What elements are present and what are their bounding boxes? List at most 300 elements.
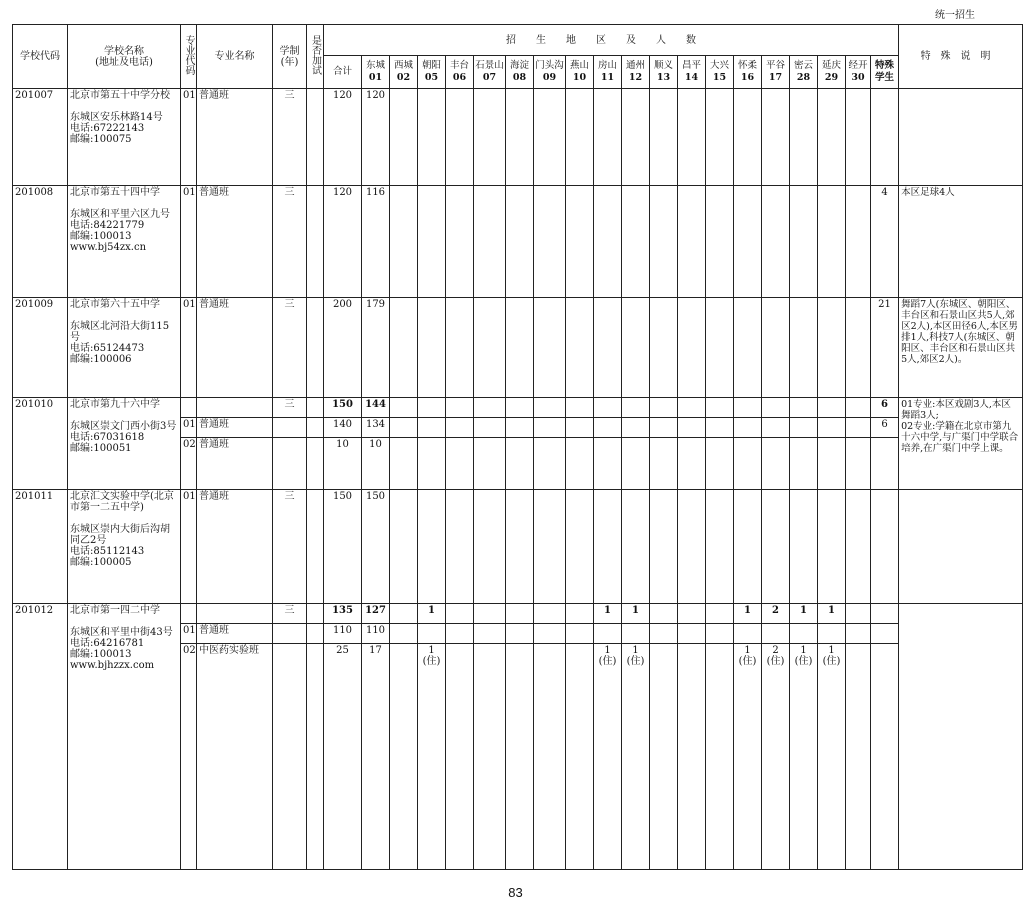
region-count [594, 186, 622, 298]
region-name: 密云 [793, 60, 813, 71]
region-count [762, 398, 790, 418]
region-count [650, 186, 678, 298]
region-count [506, 398, 534, 418]
region-count: 1 [790, 604, 818, 624]
special-note [899, 89, 1023, 186]
region-name: 平谷 [765, 60, 785, 71]
header-total: 合计 [324, 56, 362, 89]
region-count [566, 186, 594, 298]
major-code: 01 [181, 624, 197, 644]
major-code: 01 [181, 298, 197, 398]
region-count [622, 298, 650, 398]
region-count [846, 604, 871, 624]
region-count [474, 418, 506, 438]
region-code: 12 [628, 72, 643, 83]
region-count [706, 398, 734, 418]
header-region [418, 56, 446, 89]
major-name: 普通班 [197, 438, 273, 490]
header-region [474, 56, 506, 89]
region-count [734, 490, 762, 604]
region-count: 134 [362, 418, 390, 438]
duration [273, 418, 307, 438]
exam-cell [307, 186, 324, 298]
region-count [534, 644, 566, 870]
region-count [390, 298, 418, 398]
region-count: 17 [362, 644, 390, 870]
region-count [706, 604, 734, 624]
region-count [622, 398, 650, 418]
region-count [706, 186, 734, 298]
region-count [678, 186, 706, 298]
region-count [506, 604, 534, 624]
major-code [181, 398, 197, 418]
duration: 三 [273, 604, 307, 624]
table-row [13, 186, 1023, 298]
region-count [446, 624, 474, 644]
region-code: 15 [712, 72, 727, 83]
region-count [390, 490, 418, 604]
region-count [846, 418, 871, 438]
region-count [506, 644, 534, 870]
region-count [678, 604, 706, 624]
region-count [390, 624, 418, 644]
region-count [418, 438, 446, 490]
header-region [871, 56, 899, 89]
region-count: 1 [594, 604, 622, 624]
total-count: 140 [324, 418, 362, 438]
region-count [846, 624, 871, 644]
region-code: 学生 [875, 72, 895, 83]
total-count: 150 [324, 490, 362, 604]
region-count [446, 490, 474, 604]
header-enroll-group: 招生地区及人数 [324, 25, 899, 56]
region-count [818, 89, 846, 186]
region-count [790, 186, 818, 298]
region-count [506, 418, 534, 438]
region-count [594, 624, 622, 644]
region-count [650, 89, 678, 186]
region-count: 21 [871, 298, 899, 398]
region-count [506, 89, 534, 186]
region-code: 13 [656, 72, 671, 83]
region-count: 6 [871, 398, 899, 418]
region-count [474, 490, 506, 604]
top-right-label: 统一招生 [935, 10, 975, 21]
region-count [734, 186, 762, 298]
exam-cell [307, 438, 324, 490]
exam-cell [307, 298, 324, 398]
region-count [594, 298, 622, 398]
major-code: 01 [181, 418, 197, 438]
region-count [390, 604, 418, 624]
region-count [871, 624, 899, 644]
region-count [594, 490, 622, 604]
region-count [678, 624, 706, 644]
region-count: 1 (住) [622, 644, 650, 870]
region-count [566, 644, 594, 870]
total-count: 120 [324, 186, 362, 298]
region-count: 1 (住) [734, 644, 762, 870]
region-count [418, 298, 446, 398]
header-region [594, 56, 622, 89]
page-number: 83 [508, 885, 523, 900]
header-region [706, 56, 734, 89]
region-code: 29 [824, 72, 839, 83]
major-code: 01 [181, 186, 197, 298]
region-code: 16 [740, 72, 755, 83]
region-count [650, 624, 678, 644]
region-count [762, 438, 790, 490]
major-name: 普通班 [197, 298, 273, 398]
region-count [474, 604, 506, 624]
region-count [446, 644, 474, 870]
major-name: 普通班 [197, 89, 273, 186]
region-code: 10 [572, 72, 587, 83]
region-count [566, 490, 594, 604]
region-code: 05 [424, 72, 439, 83]
duration [273, 644, 307, 870]
region-count [678, 298, 706, 398]
school-name: 北京市第五十中学分校 东城区安乐林路14号 电话:67222143 邮编:100075 [68, 89, 181, 186]
region-count [622, 418, 650, 438]
region-count [534, 418, 566, 438]
region-count [474, 438, 506, 490]
header-region [678, 56, 706, 89]
region-name: 朝阳 [421, 60, 441, 71]
major-name: 普通班 [197, 418, 273, 438]
school-name: 北京市第一四二中学 东城区和平里中街43号 电话:64216781 邮编:100013 www.bjhzzx.com [68, 604, 181, 870]
region-count [706, 418, 734, 438]
region-name: 房山 [597, 60, 617, 71]
region-count [594, 89, 622, 186]
region-count [762, 624, 790, 644]
region-count [506, 298, 534, 398]
region-code: 08 [512, 72, 527, 83]
region-code: 06 [452, 72, 467, 83]
header-region [446, 56, 474, 89]
duration [273, 624, 307, 644]
header-major-code: 专业代码 [181, 25, 197, 89]
school-code: 201011 [13, 490, 68, 604]
region-count [474, 398, 506, 418]
region-count [706, 490, 734, 604]
region-name: 门头沟 [535, 60, 564, 71]
region-count [678, 89, 706, 186]
region-count [446, 298, 474, 398]
header-region [762, 56, 790, 89]
special-note: 本区足球4人 [899, 186, 1023, 298]
region-count [871, 490, 899, 604]
region-count [762, 89, 790, 186]
region-count [622, 89, 650, 186]
region-name: 石景山 [475, 60, 504, 71]
region-count [506, 624, 534, 644]
region-count [678, 438, 706, 490]
region-name: 通州 [625, 60, 645, 71]
region-count [650, 490, 678, 604]
region-count [566, 398, 594, 418]
region-count [734, 418, 762, 438]
region-count [762, 490, 790, 604]
region-count: 144 [362, 398, 390, 418]
region-count: 116 [362, 186, 390, 298]
region-name: 丰台 [449, 60, 469, 71]
region-count [818, 490, 846, 604]
region-count [871, 438, 899, 490]
school-code: 201010 [13, 398, 68, 490]
major-name: 中医药实验班 [197, 644, 273, 870]
school-name: 北京市第九十六中学 东城区崇文门西小街3号 电话:67031618 邮编:100051 [68, 398, 181, 490]
region-code: 28 [796, 72, 811, 83]
region-count [734, 438, 762, 490]
region-count [650, 604, 678, 624]
region-count [678, 418, 706, 438]
region-count [390, 186, 418, 298]
region-count: 1 [818, 604, 846, 624]
region-name: 怀柔 [737, 60, 757, 71]
major-name [197, 398, 273, 418]
region-count: 179 [362, 298, 390, 398]
region-count [650, 398, 678, 418]
region-count [678, 398, 706, 418]
region-count [650, 644, 678, 870]
enrollment-table [12, 24, 1023, 870]
header-region [506, 56, 534, 89]
region-count [734, 298, 762, 398]
region-count [534, 438, 566, 490]
region-count [446, 89, 474, 186]
region-count [446, 418, 474, 438]
major-code [181, 604, 197, 624]
region-count [790, 298, 818, 398]
header-region [650, 56, 678, 89]
total-count: 150 [324, 398, 362, 418]
region-count [622, 186, 650, 298]
header-region [734, 56, 762, 89]
total-count: 200 [324, 298, 362, 398]
exam-cell [307, 604, 324, 624]
region-count [418, 490, 446, 604]
header-region [362, 56, 390, 89]
region-count [506, 186, 534, 298]
region-count [871, 604, 899, 624]
region-count [762, 186, 790, 298]
region-count [506, 438, 534, 490]
region-count [818, 418, 846, 438]
header-region [790, 56, 818, 89]
school-code: 201007 [13, 89, 68, 186]
total-count: 135 [324, 604, 362, 624]
region-count [534, 624, 566, 644]
region-code: 14 [684, 72, 699, 83]
region-count [846, 89, 871, 186]
table-row [13, 298, 1023, 398]
header-region [390, 56, 418, 89]
major-name [197, 604, 273, 624]
region-count [474, 186, 506, 298]
region-count [871, 644, 899, 870]
region-count: 2 [762, 604, 790, 624]
region-name: 大兴 [709, 60, 729, 71]
major-code: 01 [181, 490, 197, 604]
region-code: 17 [768, 72, 783, 83]
school-code: 201012 [13, 604, 68, 870]
exam-cell [307, 490, 324, 604]
region-count [818, 186, 846, 298]
exam-cell [307, 624, 324, 644]
header-duration: 学制 (年) [273, 25, 307, 89]
table-row [13, 490, 1023, 604]
region-code: 07 [482, 72, 497, 83]
region-count [534, 490, 566, 604]
region-code: 01 [368, 72, 383, 83]
region-count [706, 438, 734, 490]
header-region [622, 56, 650, 89]
region-count [846, 438, 871, 490]
region-count [706, 644, 734, 870]
table-row [13, 398, 1023, 418]
region-count [474, 89, 506, 186]
major-code: 02 [181, 438, 197, 490]
region-name: 昌平 [681, 60, 701, 71]
region-name: 燕山 [569, 60, 589, 71]
region-count [418, 89, 446, 186]
duration: 三 [273, 398, 307, 418]
header-region [846, 56, 871, 89]
region-count [790, 89, 818, 186]
region-count [566, 298, 594, 398]
major-name: 普通班 [197, 490, 273, 604]
region-count [846, 298, 871, 398]
table-row [13, 604, 1023, 624]
region-count [446, 186, 474, 298]
school-code: 201009 [13, 298, 68, 398]
region-count [818, 298, 846, 398]
region-count [650, 298, 678, 398]
region-count [390, 89, 418, 186]
region-name: 海淀 [509, 60, 529, 71]
region-count: 1 (住) [418, 644, 446, 870]
region-name: 特殊 [875, 60, 895, 71]
region-count [762, 418, 790, 438]
region-count [446, 398, 474, 418]
header-exam: 是否加试 [307, 25, 324, 89]
region-count [818, 438, 846, 490]
region-code: 30 [851, 72, 865, 83]
region-count [818, 624, 846, 644]
total-count: 25 [324, 644, 362, 870]
region-name: 延庆 [821, 60, 841, 71]
region-count [418, 624, 446, 644]
region-count [790, 398, 818, 418]
region-count [734, 89, 762, 186]
region-count [790, 438, 818, 490]
total-count: 10 [324, 438, 362, 490]
region-count: 127 [362, 604, 390, 624]
region-count [506, 490, 534, 604]
region-count [790, 418, 818, 438]
region-count [446, 604, 474, 624]
special-note: 01专业:本区戏剧3人,本区舞蹈3人; 02专业:学籍在北京市第九十六中学,与广渠门中学联合培养,在广渠门中学上课。 [899, 398, 1023, 490]
region-count: 10 [362, 438, 390, 490]
region-count [594, 398, 622, 418]
region-count: 1 [418, 604, 446, 624]
exam-cell [307, 398, 324, 418]
region-count [734, 398, 762, 418]
major-name: 普通班 [197, 624, 273, 644]
region-count [566, 624, 594, 644]
region-count [566, 438, 594, 490]
region-count [474, 644, 506, 870]
major-code: 02 [181, 644, 197, 870]
region-code: 02 [396, 72, 411, 83]
region-count [390, 644, 418, 870]
duration [273, 438, 307, 490]
duration: 三 [273, 89, 307, 186]
region-count: 1 (住) [790, 644, 818, 870]
region-count [734, 624, 762, 644]
region-count [678, 490, 706, 604]
region-name: 东城 [365, 60, 385, 71]
region-count [622, 624, 650, 644]
duration: 三 [273, 186, 307, 298]
region-count [566, 418, 594, 438]
total-count: 110 [324, 624, 362, 644]
region-count [846, 644, 871, 870]
region-count: 2 (住) [762, 644, 790, 870]
region-count [534, 186, 566, 298]
region-count [622, 438, 650, 490]
region-count: 1 [734, 604, 762, 624]
region-name: 经开 [848, 60, 868, 71]
region-count [418, 418, 446, 438]
region-count [650, 418, 678, 438]
region-count [678, 644, 706, 870]
region-count [790, 490, 818, 604]
region-count [871, 89, 899, 186]
region-count [790, 624, 818, 644]
duration: 三 [273, 298, 307, 398]
region-code: 09 [542, 72, 557, 83]
region-count [622, 490, 650, 604]
region-count [534, 398, 566, 418]
special-note: 舞蹈7人(东城区、朝阳区、丰台区和石景山区共5人,郊区2人),本区田径6人,本区男排1人,科技7人(东城区、朝阳区、丰台区和石景山区共5人,郊区2人)。 [899, 298, 1023, 398]
region-count: 1 (住) [594, 644, 622, 870]
special-note [899, 490, 1023, 604]
school-name: 北京市第六十五中学 东城区北河沿大街115号 电话:65124473 邮编:100006 [68, 298, 181, 398]
header-special-note: 特殊说明 [899, 25, 1023, 89]
major-code: 01 [181, 89, 197, 186]
region-count [846, 186, 871, 298]
region-count [418, 186, 446, 298]
region-count [594, 418, 622, 438]
school-name: 北京汇文实验中学(北京市第一二五中学) 东城区崇内大街后沟胡同乙2号 电话:85112143 邮编:100005 [68, 490, 181, 604]
region-count [762, 298, 790, 398]
region-count [534, 89, 566, 186]
exam-cell [307, 644, 324, 870]
region-count [566, 604, 594, 624]
header-region [818, 56, 846, 89]
school-code: 201008 [13, 186, 68, 298]
region-count: 150 [362, 490, 390, 604]
header-region [566, 56, 594, 89]
exam-cell [307, 89, 324, 186]
region-count [390, 438, 418, 490]
region-count [474, 298, 506, 398]
region-count [390, 418, 418, 438]
region-code: 11 [600, 72, 615, 83]
region-count [706, 624, 734, 644]
